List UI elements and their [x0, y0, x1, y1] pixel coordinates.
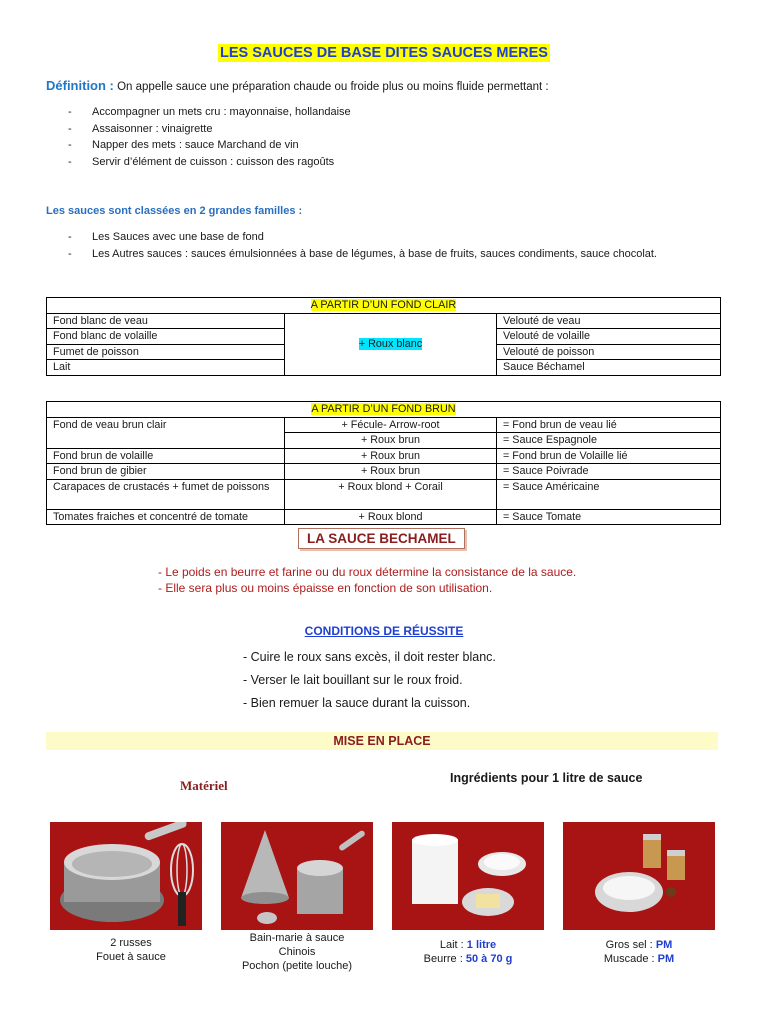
list-item: - Servir d’élément de cuisson : cuisson des ragoûts	[68, 154, 351, 171]
sel-muscade-image	[563, 822, 715, 930]
table-row: Fond brun de volaille + Roux brun = Fond brun de Volaille lié	[47, 448, 721, 464]
section-title-bechamel: LA SAUCE BECHAMEL	[298, 528, 465, 549]
definition	[46, 78, 549, 93]
table-row: Fond blanc de veau + Roux blanc Velouté de veau	[47, 313, 721, 329]
list-item: - Cuire le roux sans excès, il doit rester blanc.	[243, 650, 496, 664]
page-title: LES SAUCES DE BASE DITES SAUCES MERES	[220, 45, 548, 61]
table-row: Tomates fraiches et concentré de tomate + Roux blond = Sauce Tomate	[47, 509, 721, 525]
saucepans-whisk-image	[50, 822, 202, 930]
bechamel-notes: - Le poids en beurre et farine ou du roux détermine la consistance de la sauce. - Elle sera plus ou moins épaisse en fonction de son utilisation.	[158, 565, 577, 595]
table-row: Fond de veau brun clair + Fécule- Arrow-root = Fond brun de veau lié	[47, 417, 721, 433]
families-list	[68, 229, 657, 262]
photo4-caption: Gros sel : PM Muscade : PM	[603, 939, 675, 965]
list-item: - Les Autres sauces : sauces émulsionnées à base de légumes, à base de fruits, sauces condiments, sauce chocolat.	[68, 246, 657, 263]
table-fond-clair	[46, 297, 721, 376]
list-item: - Les Sauces avec une base de fond	[68, 229, 657, 246]
list-item: - Verser le lait bouillant sur le roux froid.	[243, 673, 463, 687]
table-row: + Roux brun = Sauce Espagnole	[47, 433, 721, 449]
definition-text: On appelle sauce une préparation chaude ou froide plus ou moins fluide permettant :	[117, 81, 549, 93]
lait-beurre-image	[392, 822, 544, 930]
table-header: A PARTIR D’UN FOND CLAIR	[47, 298, 721, 314]
table-row: Fond brun de gibier + Roux brun = Sauce Poivrade	[47, 464, 721, 480]
photo2-caption: Bain-marie à sauce Chinois Pochon (petite louche)	[241, 932, 353, 972]
table-fond-brun	[46, 401, 721, 525]
list-item: - Napper des mets : sauce Marchand de vin	[68, 137, 351, 154]
table-header: A PARTIR D’UN FOND BRUN	[47, 402, 721, 418]
conditions-list	[243, 646, 496, 715]
materiel-heading: Matériel	[180, 778, 228, 793]
definition-list	[68, 104, 351, 170]
photo1-caption: 2 russes Fouet à sauce	[96, 937, 166, 963]
list-item: - Bien remuer la sauce durant la cuisson.	[243, 696, 471, 710]
mise-en-place-title: MISE EN PLACE	[46, 732, 718, 750]
photo3-caption: Lait : 1 litre Beurre : 50 à 70 g	[423, 939, 513, 965]
table-row: Fond blanc de volaille Velouté de volaille	[47, 329, 721, 345]
table-row: Lait Sauce Béchamel	[47, 360, 721, 376]
definition-label: Définition :	[46, 78, 114, 93]
roux-cell: + Roux blanc	[285, 313, 497, 375]
table-row: Carapaces de crustacés + fumet de poissons + Roux blond + Corail = Sauce Américaine	[47, 479, 721, 509]
list-item: - Assaisonner : vinaigrette	[68, 121, 351, 138]
families-heading: Les sauces sont classées en 2 grandes familles :	[46, 205, 303, 217]
table-row: Fumet de poisson Velouté de poisson	[47, 344, 721, 360]
conditions-title: CONDITIONS DE RÉUSSITE	[304, 624, 464, 638]
list-item: - Accompagner un mets cru : mayonnaise, hollandaise	[68, 104, 351, 121]
chinois-bain-marie-image	[221, 822, 373, 930]
ingredients-heading: Ingrédients pour 1 litre de sauce	[450, 771, 643, 785]
